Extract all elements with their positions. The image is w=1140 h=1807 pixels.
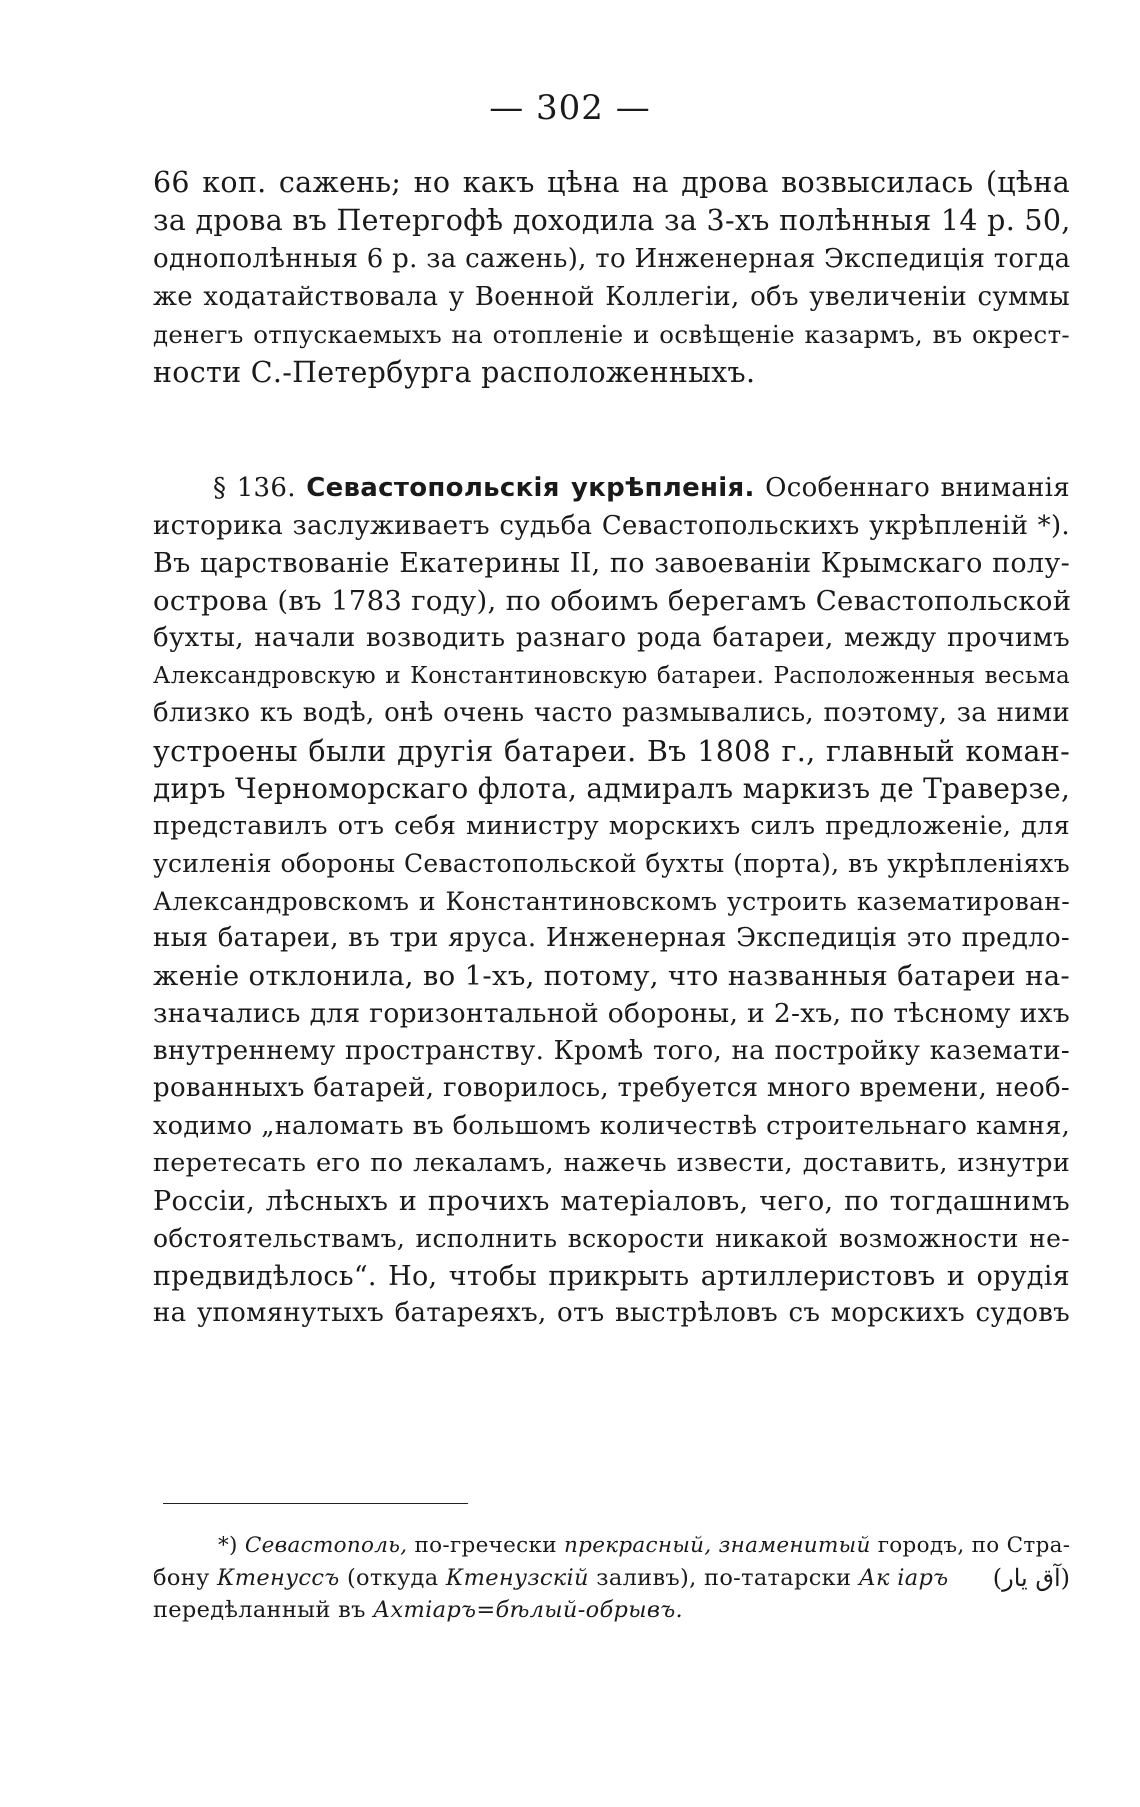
text-line: диръ Черноморскаго флота, адмиралъ маркизъ де Траверзе,	[153, 772, 1071, 805]
text-line: на упомянутыхъ батареяхъ, отъ выстрѣловъ съ морскихъ судовъ	[153, 1298, 1070, 1328]
text-line: 66 коп. сажень; но какъ цѣна на дрова возвысилась (цѣна	[153, 166, 1070, 199]
text-line: однополѣнныя 6 р. за сажень), то Инженерная Экспедиція тогда	[153, 244, 1071, 274]
text-line: же ходатайствовала у Военной Коллегіи, объ увеличеніи суммы	[153, 282, 1070, 312]
text-line: женіе отклонила, во 1-хъ, потому, что названныя батареи на-	[153, 959, 1070, 992]
text-line: Александровскую и Константиновскую батареи. Расположенныя весьма	[153, 662, 1070, 689]
text-line: историка заслуживаетъ судьба Севастопольскихъ укрѣпленій *).	[153, 510, 1070, 541]
footnote-term: Ахтіаръ=бѣлый-обрывъ.	[373, 1597, 683, 1623]
footnote-text: заливъ), по-татарски	[588, 1565, 859, 1591]
text-line: обстоятельствамъ, исполнить вскорости никакой возможности не-	[153, 1224, 1070, 1253]
text-line: Въ царствованіе Екатерины II, по завоеваніи Крымскаго полу-	[153, 548, 1070, 579]
text-line: ныя батареи, въ три яруса. Инженерная Экспедиція это предло-	[153, 923, 1070, 953]
text-line: близко къ водѣ, онѣ очень часто размывались, поэтому, за ними	[153, 698, 1070, 728]
footnote-text: городъ, по Стра-	[870, 1533, 1071, 1558]
section-heading-line	[153, 470, 1070, 508]
text-line: Россіи, лѣсныхъ и прочихъ матеріаловъ, чего, по тогдашнимъ	[153, 1185, 1070, 1217]
footnote-line	[153, 1562, 1070, 1594]
section-number: § 136.	[213, 473, 296, 503]
text-line: внутреннему пространству. Кромѣ того, на постройку каземати-	[153, 1035, 1070, 1066]
page-number: — 302 —	[489, 88, 651, 128]
footnote-text: (откуда	[339, 1565, 446, 1591]
footnote-term: Ак іаръ	[858, 1565, 949, 1591]
text-line: денегъ отпускаемыхъ на отопленіе и освѣщеніе казармъ, въ окрест-	[153, 320, 1070, 349]
text-line: Александровскомъ и Константиновскомъ устроить казематирован-	[153, 886, 1070, 916]
text-line: ности С.-Петербурга расположенныхъ.	[153, 356, 756, 389]
section-paragraph	[153, 470, 1070, 1333]
text-line: представилъ отъ себя министру морскихъ силъ предложеніе, для	[153, 810, 1070, 841]
text-line: устроены были другія батареи. Въ 1808 г., главный коман-	[153, 734, 1070, 768]
footnote-term: Ктенузскій	[445, 1565, 589, 1591]
footnote-line	[153, 1594, 1070, 1626]
footnote-divider	[163, 1503, 468, 1504]
footnote-term: Севастополь,	[244, 1533, 408, 1558]
footnote-text: передѣланный въ	[153, 1597, 374, 1623]
text-line: за дрова въ Петергофѣ доходила за 3-хъ полѣнныя 14 р. 50,	[153, 204, 1071, 237]
footnote-text: бону	[153, 1565, 217, 1591]
text-line: бухты, начали возводить разнаго рода батареи, между прочимъ	[153, 623, 1070, 653]
text-line: рованныхъ батарей, говорилось, требуется много времени, необ-	[153, 1073, 1070, 1103]
arabic-script-word: (آق يار)	[992, 1564, 1070, 1592]
footnote-text: по-гречески	[407, 1533, 564, 1558]
footnote-term: Ктенуссъ	[216, 1565, 340, 1591]
section-first-line-text: Особеннаго вниманія	[765, 473, 1070, 503]
footnote-term: прекрасный, знаменитый	[564, 1533, 871, 1558]
footnote-marker: *)	[218, 1533, 238, 1558]
text-line: усиленія обороны Севастопольской бухты (порта), въ укрѣпленіяхъ	[153, 849, 1070, 878]
text-line: острова (въ 1783 году), по обоимъ берегамъ Севастопольской	[153, 584, 1072, 617]
continuation-paragraph	[153, 164, 1070, 392]
text-line: значались для горизонтальной обороны, и 2-хъ, по тѣсному ихъ	[153, 998, 1070, 1029]
text-line: перетесать его по лекаламъ, нажечь извести, доставить, изнутри	[153, 1148, 1070, 1178]
footnote-line	[153, 1530, 1070, 1562]
section-title: Севастопольскія укрѣпленія.	[306, 473, 755, 503]
footnote	[153, 1530, 1070, 1626]
text-line: ходимо „наломать въ большомъ количествѣ строительнаго камня,	[153, 1110, 1070, 1141]
text-line: предвидѣлось“. Но, чтобы прикрыть артиллеристовъ и орудія	[153, 1260, 1070, 1292]
